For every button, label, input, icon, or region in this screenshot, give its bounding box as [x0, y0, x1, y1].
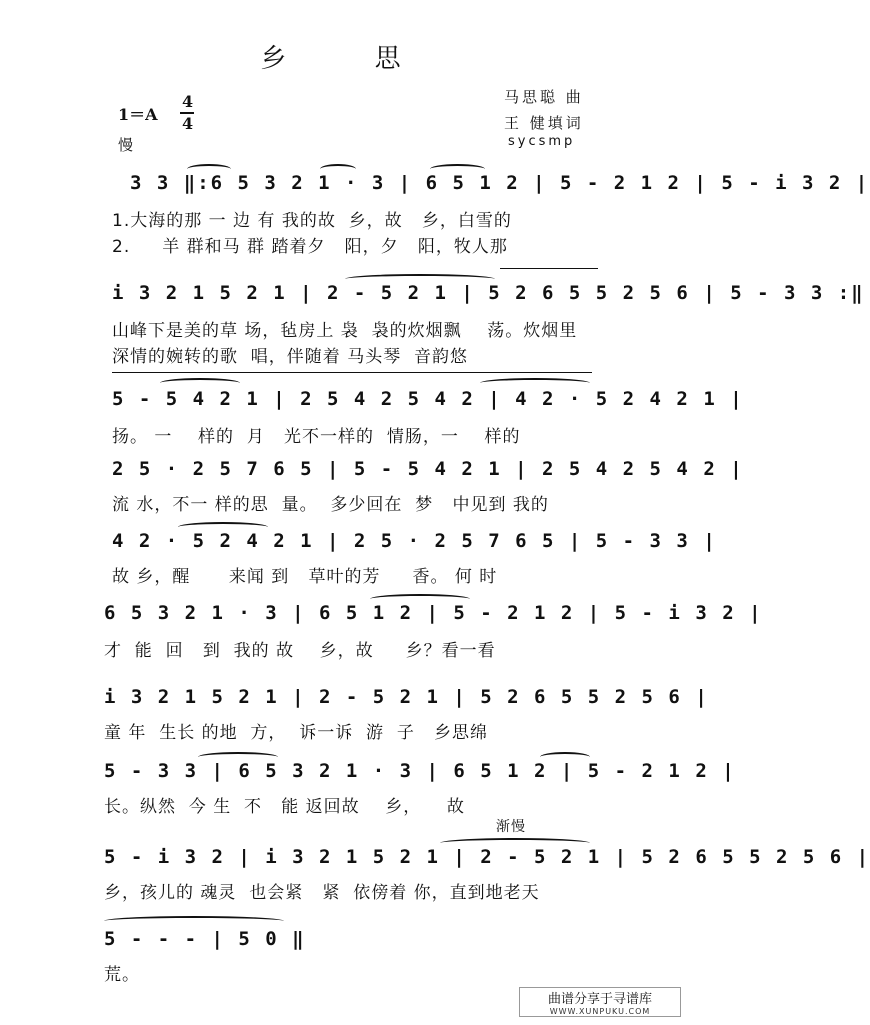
lyric-line: 流 水，不一 样的思 量。 多少回在 梦 中见到 我的 — [112, 495, 549, 515]
song-title: 乡 思 — [260, 44, 441, 74]
slur — [160, 378, 240, 388]
slur — [370, 594, 470, 604]
notation-row-3: 5 - 5 4 2 1 | 2 5 4 2 5 4 2 | 4 2 · 5 2 4 2 1 | — [112, 388, 744, 410]
volta-bracket-2 — [112, 372, 592, 373]
notation-row-9: 5 - i 3 2 | i 3 2 1 5 2 1 | 2 - 5 2 1 | 5 2 6 5 5 2 5 6 | — [104, 846, 870, 868]
notation-row-5: 4 2 · 5 2 4 2 1 | 2 5 · 2 5 7 6 5 | 5 - 3 3 | — [112, 530, 717, 552]
slur — [540, 752, 590, 762]
notation-row-8: 5 - 3 3 | 6 5 3 2 1 · 3 | 6 5 1 2 | 5 - 2 1 2 | — [104, 760, 736, 782]
lyric-line: 山峰下是美的草 场，毡房上 袅 袅的炊烟飘 荡。炊烟里 — [112, 321, 578, 341]
slur — [430, 164, 485, 174]
volta-bracket-1 — [500, 268, 598, 269]
tempo-marking: 慢 — [118, 136, 134, 154]
footer-text: 曲谱分享于寻谱库 — [547, 992, 652, 1007]
composer-credit: 马思聪 曲 — [504, 88, 584, 106]
notation-row-4: 2 5 · 2 5 7 6 5 | 5 - 5 4 2 1 | 2 5 4 2 5 4 2 | — [112, 458, 744, 480]
slur — [320, 164, 356, 174]
lyric-line: 1.大海的那 一 边 有 我的故 乡，故 乡，白雪的 — [112, 211, 512, 231]
lyric-line: 长。纵然 今 生 不 能 返回故 乡， 故 — [104, 797, 465, 817]
lyric-line: 2. 羊 群和马 群 踏着夕 阳，夕 阳，牧人那 — [112, 237, 508, 257]
time-signature-top: 4 — [182, 92, 194, 111]
slur — [345, 274, 495, 284]
uploader-credit: sycsmp — [508, 134, 576, 149]
lyric-line: 乡，孩儿的 魂灵 也会紧 紧 依傍着 你，直到地老天 — [104, 883, 540, 903]
lyric-line: 童 年 生长 的地 方， 诉一诉 游 子 乡思绵 — [104, 723, 489, 743]
notation-row-1: 3 3 ‖:6 5 3 2 1 · 3 | 6 5 1 2 | 5 - 2 1 2 | 5 - i 3 2 | — [130, 172, 870, 194]
time-signature-bottom: 4 — [182, 114, 194, 133]
slur — [198, 752, 278, 762]
watermark-footer — [519, 987, 681, 1017]
lyric-line: 扬。 一 样的 月 光不一样的 情肠，一 样的 — [112, 427, 521, 447]
slur — [440, 838, 590, 848]
notation-row-7: i 3 2 1 5 2 1 | 2 - 5 2 1 | 5 2 6 5 5 2 5 6 | — [104, 686, 709, 708]
slur — [480, 378, 590, 388]
slur — [104, 916, 284, 926]
lyric-line: 故 乡，醒 来闻 到 草叶的芳 香。 何 时 — [112, 567, 498, 587]
notation-row-6: 6 5 3 2 1 · 3 | 6 5 1 2 | 5 - 2 1 2 | 5 - i 3 2 | — [104, 602, 763, 624]
lyric-line: 才 能 回 到 我的 故 乡，故 乡？看一看 — [104, 641, 496, 661]
lyric-line: 荒。 — [104, 965, 140, 985]
slur — [178, 522, 268, 532]
key-signature: 1＝A — [118, 105, 158, 124]
slur — [187, 164, 231, 174]
lyricist-credit: 王 健填词 — [504, 114, 584, 132]
rit-marking: 渐慢 — [496, 819, 526, 835]
notation-row-10: 5 - - - | 5 0 ‖ — [104, 928, 306, 950]
lyric-line: 深情的婉转的歌 唱，伴随着 马头琴 音韵悠 — [112, 347, 469, 367]
footer-url: WWW.XUNPUKU.COM — [549, 1007, 651, 1016]
notation-row-2: i 3 2 1 5 2 1 | 2 - 5 2 1 | 5 2 6 5 5 2 5 6 | 5 - 3 3 :‖ — [112, 282, 865, 304]
